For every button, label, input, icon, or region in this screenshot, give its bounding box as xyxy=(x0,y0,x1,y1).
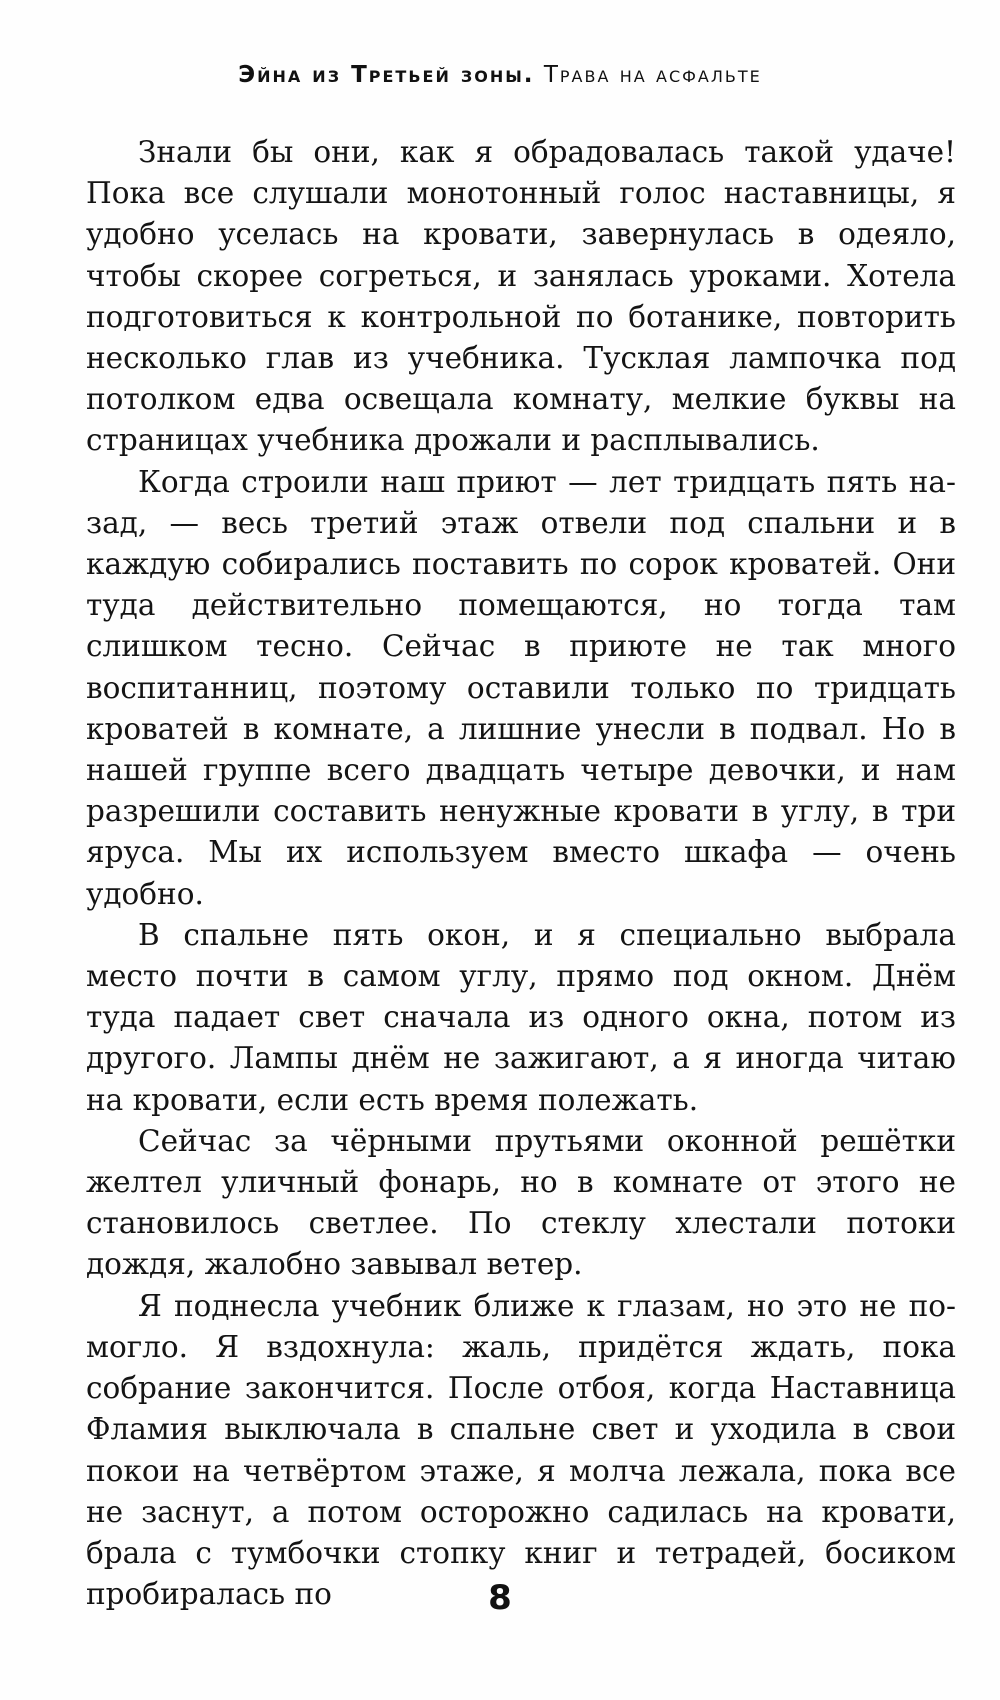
book-title: Эйна из Третьей зоны xyxy=(238,62,524,88)
paragraph-4: Сейчас за чёрными прутьями оконной решётки желтел уличный фонарь, но в комнате от этого не становилось светлее. По стеклу хлестали потоки дождя, жалобно завывал ветер. xyxy=(86,1123,956,1282)
paragraph-5: Я поднесла учебник ближе к глазам, но это не помогло. Я вздохнула: жаль, придётся ждать, пока собрание закончится. После отбоя, когда Наставница Фламия выключала в спальне свет и уходила в свои покои на четвёртом этаже, я молча лежала, пока все не заснут, а потом осторожно садилась на кровати, брала с тумбочки стопку книг и тетрадей, босиком пробиралась по xyxy=(86,1288,956,1612)
running-head-separator: . xyxy=(523,62,535,88)
page-number: 8 xyxy=(488,1578,512,1618)
running-head xyxy=(0,62,1000,88)
paragraph-2: Когда строили наш приют — лет тридцать пять назад, — весь третий этаж отвели под спальни и в каждую собирались поставить по сорок кроватей. Они туда действительно помещаются, но тогда там слишком тесно. Сейчас в приюте не так много воспитанниц, поэтому оставили только по тридцать кроватей в комнате, а лишние унесли в подвал. Но в нашей группе всего двадцать четыре девочки, и нам разрешили составить ненужные кровати в углу, в три яруса. Мы их используем вместо шкафа — очень удобно. xyxy=(86,464,956,911)
paragraph-3: В спальне пять окон, и я специально выбрала место почти в самом углу, прямо под окном. Днём туда падает свет сначала из одного окна, потом из другого. Лампы днём не зажигают, а я иногда читаю на кровати, если есть время полежать. xyxy=(86,917,956,1117)
paragraph-1: Знали бы они, как я обрадовалась такой удаче! Пока все слушали монотонный голос наставницы, я удобно уселась на кровати, завернулась в одеяло, чтобы скорее согреться, и занялась уроками. Хотела подготовиться к контрольной по ботанике, повторить несколько глав из учебника. Тусклая лампочка под потолком едва освещала комнату, мелкие буквы на страницах учебника дрожали и расплывались. xyxy=(86,135,956,458)
book-subtitle: Трава на асфальте xyxy=(543,62,762,88)
body-text xyxy=(86,132,956,1615)
